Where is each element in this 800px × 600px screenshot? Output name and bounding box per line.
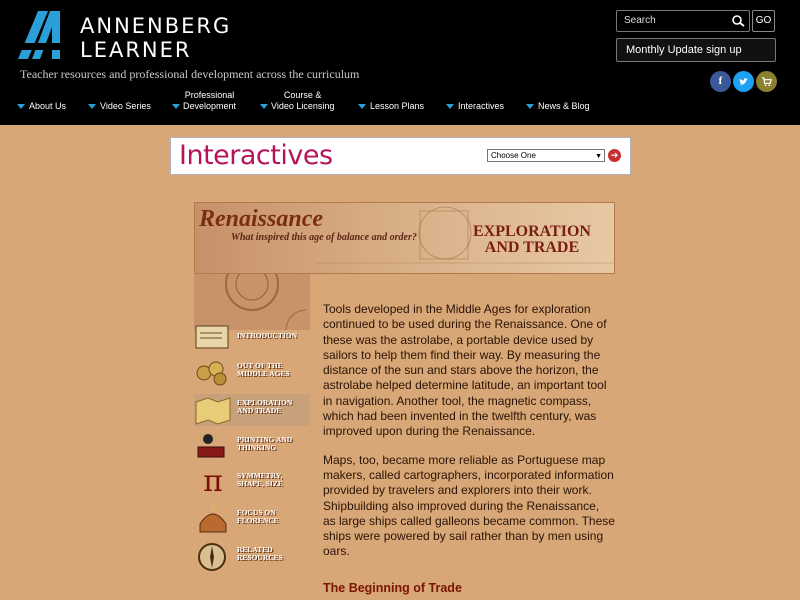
nav-course-video-licensing[interactable]: Course & Video Licensing — [271, 90, 335, 111]
monthly-update-button[interactable]: Monthly Update sign up — [616, 38, 776, 62]
sidebar-item-printing-and-thinking[interactable] — [194, 431, 310, 463]
section-subheading: The Beginning of Trade — [323, 581, 462, 595]
chevron-down-icon — [17, 104, 25, 109]
compass-icon — [194, 541, 232, 573]
tagline: Teacher resources and professional development across the curriculum — [20, 67, 360, 81]
select-value: Choose One — [491, 151, 536, 160]
search-icon[interactable] — [731, 14, 745, 28]
nav-professional-development[interactable]: Professional Development — [183, 90, 237, 111]
interactives-title[interactable]: Interactives — [179, 140, 333, 171]
banner-title: Renaissance — [199, 206, 324, 232]
nav-label: Video Series — [100, 101, 151, 111]
sidebar-item-introduction[interactable] — [194, 321, 310, 353]
interactive-select[interactable] — [487, 149, 605, 162]
facebook-icon[interactable]: f — [710, 71, 731, 92]
scroll-icon — [194, 321, 232, 353]
nav-label: Interactives — [458, 101, 505, 111]
logo-text-line1[interactable]: ANNENBERG — [80, 14, 232, 38]
chevron-down-icon — [358, 104, 366, 109]
chevron-down-icon — [526, 104, 534, 109]
chevron-down-icon — [260, 104, 268, 109]
sidebar-item-label: SYMMETRY, SHAPE, SIZE — [237, 471, 283, 488]
article-body — [323, 302, 615, 573]
sidebar-item-label: OUT OF THE MIDDLE AGES — [237, 361, 290, 378]
sidebar-item-focus-on-florence[interactable] — [194, 504, 310, 536]
sidebar-item-label: RELATED RESOURCES — [237, 545, 283, 562]
twitter-icon[interactable] — [733, 71, 754, 92]
go-arrow-button[interactable]: ➔ — [608, 149, 621, 162]
sidebar-item-exploration-and-trade[interactable] — [194, 394, 310, 426]
sidebar-item-label: INTRODUCTION — [237, 331, 298, 340]
pi-icon: π — [203, 464, 223, 499]
sidebar-item-label: EXPLORATION AND TRADE — [237, 398, 293, 415]
nav-about-us[interactable] — [17, 101, 66, 112]
map-icon — [194, 394, 232, 426]
nav-news-blog[interactable] — [526, 101, 590, 112]
banner-question: What inspired this age of balance and order? — [231, 232, 417, 243]
renaissance-banner — [194, 202, 615, 274]
coins-icon — [194, 357, 232, 389]
banner-section-title: EXPLORATION AND TRADE — [473, 223, 591, 256]
nav-label: Lesson Plans — [370, 101, 425, 111]
dome-icon — [194, 504, 232, 536]
chevron-down-icon — [88, 104, 96, 109]
sidebar-item-out-of-middle-ages[interactable] — [194, 357, 310, 389]
annenberg-logo[interactable] — [18, 11, 74, 59]
book-icon — [194, 431, 232, 463]
nav-video-series[interactable] — [88, 101, 151, 112]
nav-interactives[interactable] — [446, 101, 504, 112]
paragraph: Maps, too, became more reliable as Portuguese map makers, called cartographers, incorporated information provided by travelers and explorers into their work. Shipbuilding also improved during the Renaissance, as large ships called galleons became common. These ships were powered by sail rather than by men using oars. — [323, 452, 615, 559]
chevron-down-icon — [446, 104, 454, 109]
chevron-down-icon: ▼ — [595, 153, 602, 160]
chevron-down-icon — [172, 104, 180, 109]
cart-icon[interactable] — [756, 71, 777, 92]
go-button[interactable]: GO — [752, 10, 775, 32]
nav-label: News & Blog — [538, 101, 590, 111]
search-input[interactable]: Search — [616, 10, 750, 32]
sidebar-item-label: PRINTING AND THINKING — [237, 435, 293, 452]
nav-label: About Us — [29, 101, 67, 111]
interactives-bar — [170, 137, 631, 175]
sidebar-item-label: FOCUS ON FLORENCE — [237, 508, 279, 525]
paragraph: Tools developed in the Middle Ages for exploration continued to be used during the Renaissance. One of these was the astrolabe, a portable device used by sailors to help them find their way. By measuring the distance of the sun and stars above the horizon, the astrolabe helped determine latitude, an important tool in navigation. Another tool, the magnetic compass, which had been invented in the twelfth century, was improved upon during the Renaissance. — [323, 302, 607, 439]
sidebar-item-related-resources[interactable] — [194, 541, 310, 573]
sidebar-item-symmetry-shape-size[interactable] — [194, 464, 310, 499]
site-header — [0, 0, 800, 125]
logo-text-line2[interactable]: LEARNER — [80, 38, 192, 62]
nav-lesson-plans[interactable] — [358, 101, 424, 112]
